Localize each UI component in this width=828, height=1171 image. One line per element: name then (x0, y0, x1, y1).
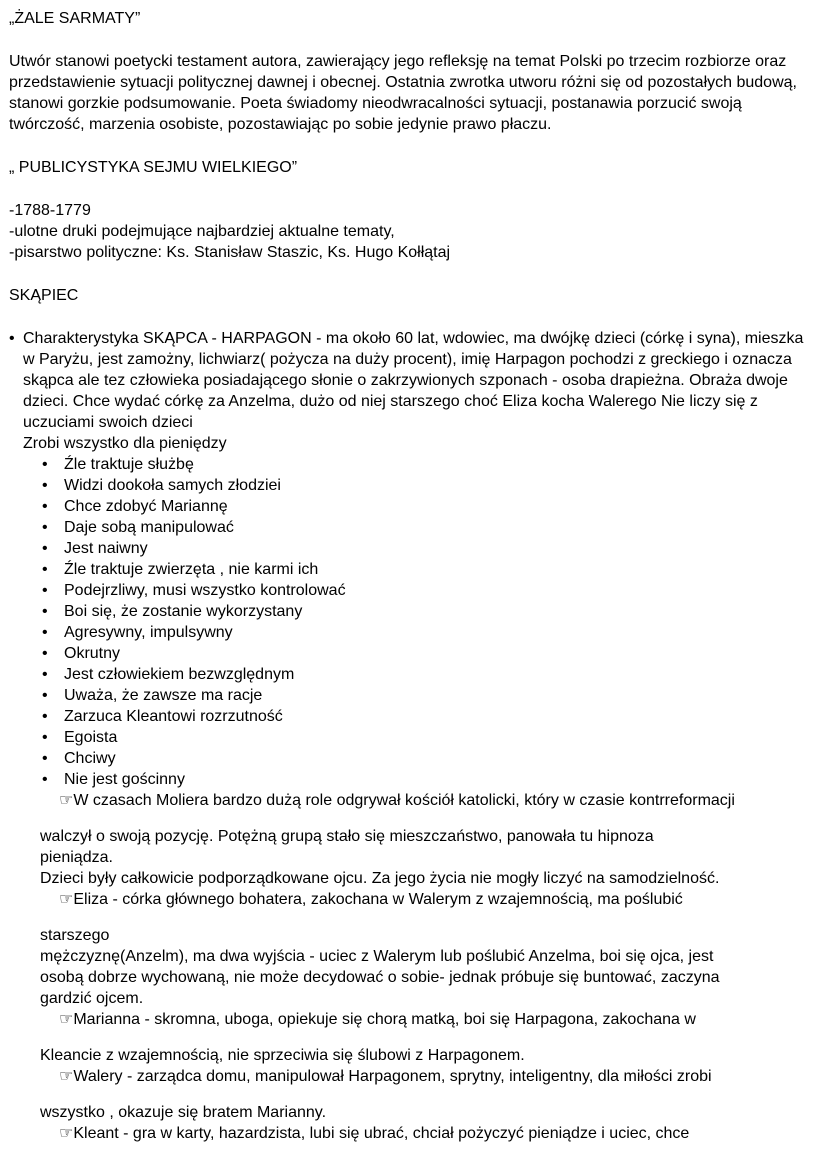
trait-list-item (9, 622, 815, 643)
blank-line (9, 29, 815, 51)
bullet-marker-icon: • (42, 498, 48, 515)
trait-list-item (9, 454, 815, 475)
title-skapiec: SKĄPIEC (9, 287, 79, 304)
bullet-marker-icon: • (42, 729, 48, 746)
bullet-marker-icon: • (42, 519, 48, 536)
note-text-line: walczył o swoją pozycję. Potężną grupą stało się mieszczaństwo, panowała tu hipnoza (40, 828, 654, 845)
bullet-marker-icon: • (42, 666, 48, 683)
title-zale-sarmaty: „ŻALE SARMATY” (9, 10, 141, 27)
note-eliza: ☞Eliza - córka głównego bohatera, zakochana w Walerym z wzajemnością, ma poślubić (59, 891, 683, 908)
trait-list-item (9, 601, 815, 622)
blank-line (9, 178, 815, 200)
bullet-marker-icon: • (42, 456, 48, 473)
bullet-marker-icon: • (42, 771, 48, 788)
trait-list-item (9, 517, 815, 538)
blank-line (9, 135, 815, 157)
trait-list-item (9, 559, 815, 580)
bullet-marker-icon: • (42, 603, 48, 620)
harpagon-characteristics-continuation: Zrobi wszystko dla pieniędzy (23, 435, 227, 452)
note-text-line: osobą dobrze wychowaną, nie może decydować o sobie- jednak próbuje się buntować, zaczyna (40, 969, 720, 986)
note-text-line: pieniądza. (40, 849, 113, 866)
note-text-line: Kleancie z wzajemnością, nie sprzeciwia się ślubowi z Harpagonem. (40, 1047, 525, 1064)
bullet-text: Źle traktuje zwierzęta , nie karmi ich (64, 561, 319, 578)
note-text-line: wszystko , okazuje się bratem Marianny. (40, 1104, 327, 1121)
blank-line (9, 306, 815, 328)
trait-list-item (9, 685, 815, 706)
bullet-marker-icon: • (42, 750, 48, 767)
bullet-marker-icon: • (42, 582, 48, 599)
trait-list-item (9, 475, 815, 496)
bullet-text: Widzi dookoła samych złodziei (64, 477, 281, 494)
bullet-marker-icon: • (42, 708, 48, 725)
note-walery: ☞Walery - zarządca domu, manipulował Harpagonem, sprytny, inteligentny, dla miłości zrobi (59, 1068, 712, 1085)
note-moliere-times: ☞W czasach Moliera bardzo dużą role odgrywał kościół katolicki, który w czasie kontrreformacji (59, 792, 735, 809)
bullet-text: Okrutny (64, 645, 121, 662)
trait-list-item (9, 580, 815, 601)
note-text-line: mężczyznę(Anzelm), ma dwa wyjścia - uciec z Walerym lub poślubić Anzelma, boi się ojca, jest (40, 948, 714, 965)
harpagon-characteristics (9, 328, 815, 433)
bullet-text: Chciwy (64, 750, 116, 767)
bullet-text: Podejrzliwy, musi wszystko kontrolować (64, 582, 346, 599)
trait-list-item (9, 769, 815, 790)
bullet-text: Charakterystyka SKĄPCA - HARPAGON - ma około 60 lat, wdowiec, ma dwójkę dzieci (córkę i syna), mieszka w Paryżu, jest zamożny, lichwiarz( pożycza na duży procent), imię Harpagon pochodzi z greckiego i oznacza skąpca ale tez człowieka posiadającego słonie o zakrzywionych szponach - osoba drapieżna. Obraża dwoje dzieci. Chce wydać córkę za Anzelma, dużo od niej starszego choć Eliza kocha Walerego Nie liczy się z uczuciami swoich dzieci (23, 330, 804, 431)
bullet-text: Jest naiwny (64, 540, 148, 557)
bullet-marker-icon: • (42, 540, 48, 557)
bullet-text: Chce zdobyć Mariannę (64, 498, 228, 515)
trait-list-item (9, 664, 815, 685)
bullet-marker-icon: • (42, 645, 48, 662)
note-marianna: ☞Marianna - skromna, uboga, opiekuje się chorą matką, boi się Harpagona, zakochana w (59, 1011, 696, 1028)
bullet-text: Agresywny, impulsywny (64, 624, 233, 641)
bullet-marker-icon: • (42, 561, 48, 578)
note-line-pisarstwo: -pisarstwo polityczne: Ks. Stanisław Staszic, Ks. Hugo Kołłątaj (9, 244, 451, 261)
note-text-line: Dzieci były całkowicie podporządkowane ojcu. Za jego życia nie mogły liczyć na samodzielność. (40, 870, 720, 887)
bullet-text: Egoista (64, 729, 118, 746)
title-publicystyka: „ PUBLICYSTYKA SEJMU WIELKIEGO” (9, 159, 298, 176)
trait-list-item (9, 748, 815, 769)
note-line-dates: -1788-1779 (9, 202, 91, 219)
bullet-marker-icon: • (42, 687, 48, 704)
bullet-text: Uważa, że zawsze ma racje (64, 687, 263, 704)
trait-list-item (9, 727, 815, 748)
trait-list-item (9, 706, 815, 727)
note-kleant: ☞Kleant - gra w karty, hazardzista, lubi się ubrać, chciał pożyczyć pieniądze i uciec, chce (59, 1125, 690, 1142)
note-text-line: starszego (40, 927, 110, 944)
bullet-text: Źle traktuje służbę (64, 456, 194, 473)
bullet-text: Daje sobą manipulować (64, 519, 234, 536)
bullet-text: Zarzuca Kleantowi rozrzutność (64, 708, 283, 725)
bullet-text: Jest człowiekiem bezwzględnym (64, 666, 295, 683)
trait-list-item (9, 538, 815, 559)
bullet-marker-icon: • (9, 330, 15, 347)
note-text-line: gardzić ojcem. (40, 990, 144, 1007)
intro-paragraph: Utwór stanowi poetycki testament autora, zawierający jego refleksję na temat Polski po trzecim rozbiorze oraz przedstawienie sytuacji politycznej dawnej i obecnej. Ostatnia zwrotka utworu różni się od pozostałych budową, stanowi gorzkie podsumowanie. Poeta świadomy nieodwracalności sytuacji, postanawia porzucić swoją twórczość, marzenia osobiste, pozostawiając po sobie jedynie prawo płaczu. (9, 53, 797, 133)
blank-line (9, 263, 815, 285)
bullet-text: Nie jest gościnny (64, 771, 185, 788)
trait-list-item (9, 496, 815, 517)
trait-list-item (9, 643, 815, 664)
bullet-marker-icon: • (42, 624, 48, 641)
note-line-druki: -ulotne druki podejmujące najbardziej aktualne tematy, (9, 223, 395, 240)
bullet-text: Boi się, że zostanie wykorzystany (64, 603, 303, 620)
document-content (9, 8, 815, 1144)
bullet-marker-icon: • (42, 477, 48, 494)
